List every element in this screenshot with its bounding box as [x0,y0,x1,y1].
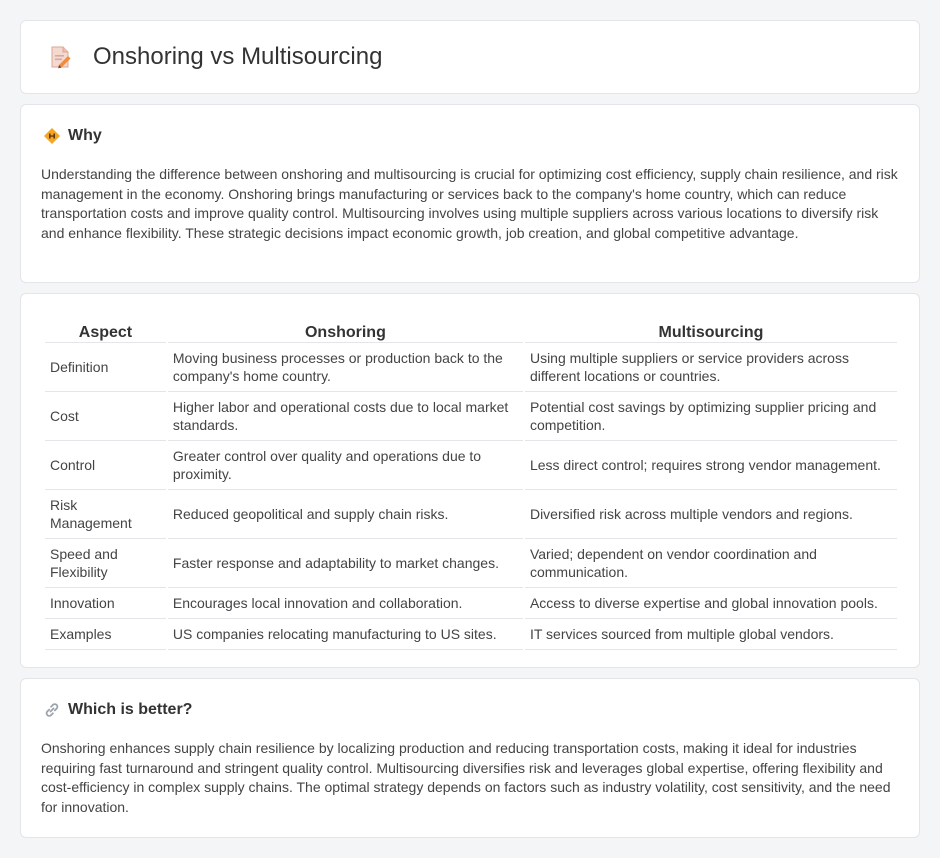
cell-onshoring: Faster response and adaptability to market changes. [168,539,523,588]
title-card [20,20,920,94]
table-row [45,490,897,539]
comparison-table [43,316,899,650]
cell-multisourcing: Using multiple suppliers or service providers across different locations or countries. [525,343,897,392]
cell-onshoring: Reduced geopolitical and supply chain risks. [168,490,523,539]
cell-aspect: Innovation [45,588,166,619]
table-row [45,588,897,619]
better-paragraph: Onshoring enhances supply chain resilience by localizing production and reducing transportation costs, making it ideal for industries requiring fast turnaround and stringent quality control. Multisourcing diversifies risk and leverages global expertise, offering flexibility and cost-efficiency in complex supply chains. The optimal strategy depends on factors such as industry volatility, cost sensitivity, and the need for innovation. [41,740,891,815]
cell-onshoring: Higher labor and operational costs due to local market standards. [168,392,523,441]
cell-aspect: Examples [45,619,166,650]
page-title: Onshoring vs Multisourcing [93,43,383,70]
comparison-card [20,293,920,668]
cell-aspect: Risk Management [45,490,166,539]
cell-aspect: Definition [45,343,166,392]
header-onshoring: Onshoring [168,316,523,343]
why-header [21,105,919,145]
cell-multisourcing: IT services sourced from multiple global vendors. [525,619,897,650]
cell-multisourcing: Diversified risk across multiple vendors and regions. [525,490,897,539]
better-title: Which is better? [68,701,193,718]
cell-onshoring: Encourages local innovation and collaboration. [168,588,523,619]
why-card [20,104,920,283]
why-paragraph: Understanding the difference between onshoring and multisourcing is crucial for optimizing cost efficiency, supply chain resilience, and risk management in the economy. Onshoring brings manufacturing or services back to the company's home country, which can reduce transportation costs and improve quality control. Multisourcing involves using multiple suppliers across various locations to diversify risk and enhance flexibility. These strategic decisions impact economic growth, job creation, and global competitive advantage. [41,166,898,241]
cell-multisourcing: Potential cost savings by optimizing supplier pricing and competition. [525,392,897,441]
table-row [45,441,897,490]
table-row [45,539,897,588]
cell-onshoring: Greater control over quality and operations due to proximity. [168,441,523,490]
header-multisourcing: Multisourcing [525,316,897,343]
header-aspect: Aspect [45,316,166,343]
which-better-card [20,678,920,838]
cell-multisourcing: Varied; dependent on vendor coordination and communication. [525,539,897,588]
cell-aspect: Cost [45,392,166,441]
document-pencil-icon [47,44,73,70]
cell-onshoring: US companies relocating manufacturing to US sites. [168,619,523,650]
cell-aspect: Control [45,441,166,490]
table-row [45,343,897,392]
diamond-sign-icon [43,127,61,145]
link-icon [43,701,61,719]
table-header-row [45,316,897,343]
why-title: Why [68,127,102,144]
cell-aspect: Speed and Flexibility [45,539,166,588]
better-header [21,679,919,719]
cell-multisourcing: Access to diverse expertise and global innovation pools. [525,588,897,619]
cell-onshoring: Moving business processes or production back to the company's home country. [168,343,523,392]
table-row [45,619,897,650]
cell-multisourcing: Less direct control; requires strong vendor management. [525,441,897,490]
title-row [21,21,919,93]
table-row [45,392,897,441]
